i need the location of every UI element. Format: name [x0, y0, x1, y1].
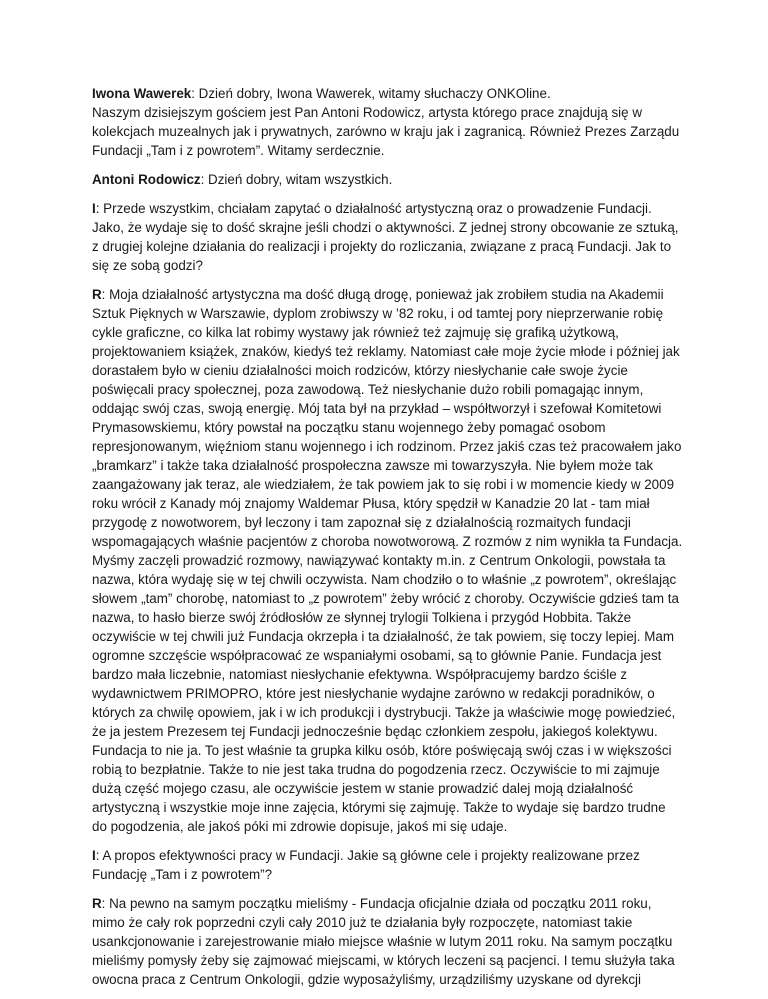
paragraph-intro	[92, 84, 684, 160]
paragraph-question-1	[92, 199, 684, 275]
paragraph-question-2	[92, 846, 684, 884]
paragraph-text: : Dzień dobry, witam wszystkich.	[200, 172, 393, 187]
speaker-name: R	[92, 287, 102, 302]
speaker-name: I	[92, 201, 96, 216]
paragraph-answer-2	[92, 894, 684, 989]
paragraph-text: : Dzień dobry, Iwona Wawerek, witamy słuchaczy ONKOline. Naszym dzisiejszym gościem jest Pan Antoni Rodowicz, artysta którego prace znajdują się w kolekcjach muzealnych jak i prywatnych, zarówno w kraju jak i zagranicą. Również Prezes Zarządu Fundacji „Tam i z powrotem”. Witamy serdecznie.	[92, 86, 680, 158]
document-page	[92, 84, 684, 999]
paragraph-answer-1	[92, 285, 684, 836]
speaker-name: I	[92, 848, 96, 863]
paragraph-guest-greeting	[92, 170, 684, 189]
paragraph-text: : Na pewno na samym początku mieliśmy - Fundacja oficjalnie działa od początku 2011 roku, mimo że cały rok poprzedni czyli cały 2010 już te działania były rozpoczęte, natomiast takie usankcjonowanie i zarejestrowanie miało miejsce właśnie w lutym 2011 roku. Na samym początku mieliśmy pomysły żeby się zajmować miejscami, w których leczeni są pacjenci. I temu służyła taka owocna praca z Centrum Onkologii, gdzie wyposażyliśmy, urządziliśmy uzyskane od dyrekcji	[92, 896, 675, 987]
paragraph-text: : A propos efektywności pracy w Fundacji. Jakie są główne cele i projekty realizowane przez Fundację „Tam i z powrotem”?	[92, 848, 640, 882]
speaker-name: Antoni Rodowicz	[92, 172, 201, 187]
paragraph-text: : Przede wszystkim, chciałam zapytać o działalność artystyczną oraz o prowadzenie Fundacji. Jako, że wydaje się to dość skrajne jeśli chodzi o aktywności. Z jednej strony obcowanie ze sztuką, z drugiej kolejne działania do realizacji i projekty do rozliczania, związane z pracą Fundacji. Jak to się ze sobą godzi?	[92, 201, 679, 273]
paragraph-text: : Moja działalność artystyczna ma dość długą drogę, ponieważ jak zrobiłem studia na Akademii Sztuk Pięknych w Warszawie, dyplom zrobiwszy w ’82 roku, i od tamtej pory nieprzerwanie robię cykle graficzne, co kilka lat robimy wystawy jak również też zajmuję się grafiką użytkową, projektowaniem książek, znaków, kiedyś też reklamy. Natomiast całe moje życie młode i później jak dorastałem było w cieniu działalności moich rodziców, którzy niesłychanie całe swoje życie poświęcali pracy społecznej, poza zawodową. Też niesłychanie dużo robili pomagając innym, oddając swój czas, swoją energię. Mój tata był na przykład – współtworzył i szefował Komitetowi Prymasowskiemu, który powstał na początku stanu wojennego żeby pomagać osobom represjonowanym, więźniom stanu wojennego i ich rodzinom. Przez jakiś czas też pracowałem jako „bramkarz” i także taka działalność prospołeczna zawsze mi towarzyszyła. Nie byłem może tak zaangażowany jak teraz, ale wiedziałem, że tak powiem jak to się robi i w momencie kiedy w 2009 roku wrócił z Kanady mój znajomy Waldemar Płusa, który spędził w Kanadzie 20 lat - tam miał przygodę z nowotworem, był leczony i tam zapoznał się z działalnością rozmaitych fundacji wspomagających właśnie pacjentów z choroba nowotworową. Z rozmów z nim wynikła ta Fundacja. Myśmy zaczęli prowadzić rozmowy, nawiązywać kontakty m.in. z Centrum Onkologii, powstała ta nazwa, która wydaję się w tej chwili oczywista. Nam chodziło o to właśnie „z powrotem”, określając słowem „tam” chorobę, natomiast to „z powrotem” żeby wrócić z choroby. Oczywiście gdzieś tam ta nazwa, to hasło bierze swój źródłosłów ze słynnej trylogii Tolkiena i przygód Hobbita. Także oczywiście w tej chwili już Fundacja okrzepła i ta działalność, że tak powiem, się toczy lepiej. Mam ogromne szczęście współpracować ze wspaniałymi osobami, są to głównie Panie. Fundacja jest bardzo mała liczebnie, natomiast niesłychanie efektywna. Współpracujemy bardzo ściśle z wydawnictwem PRIMOPRO, które jest niesłychanie wydajne zarówno w redakcji poradników, o których za chwilę opowiem, jak i w ich produkcji i dystrybucji. Także ja właściwie mogę powiedzieć, że ja jestem Prezesem tej Fundacji jednocześnie będąc członkiem zespołu, jakiegoś kolektywu. Fundacja to nie ja. To jest właśnie ta grupka kilku osób, które poświęcają swój czas i w większości robią to bezpłatnie. Także to nie jest taka trudna do pogodzenia rzecz. Oczywiście to mi zajmuje dużą część mojego czasu, ale oczywiście jestem w stanie prowadzić dalej moją działalność artystyczną i wszystkie moje inne zajęcia, którymi się zajmuję. Także to wydaje się bardzo trudne do pogodzenia, ale jakoś póki mi zdrowie dopisuje, jakoś mi się udaje.	[92, 287, 683, 834]
speaker-name: R	[92, 896, 102, 911]
speaker-name: Iwona Wawerek	[92, 86, 192, 101]
